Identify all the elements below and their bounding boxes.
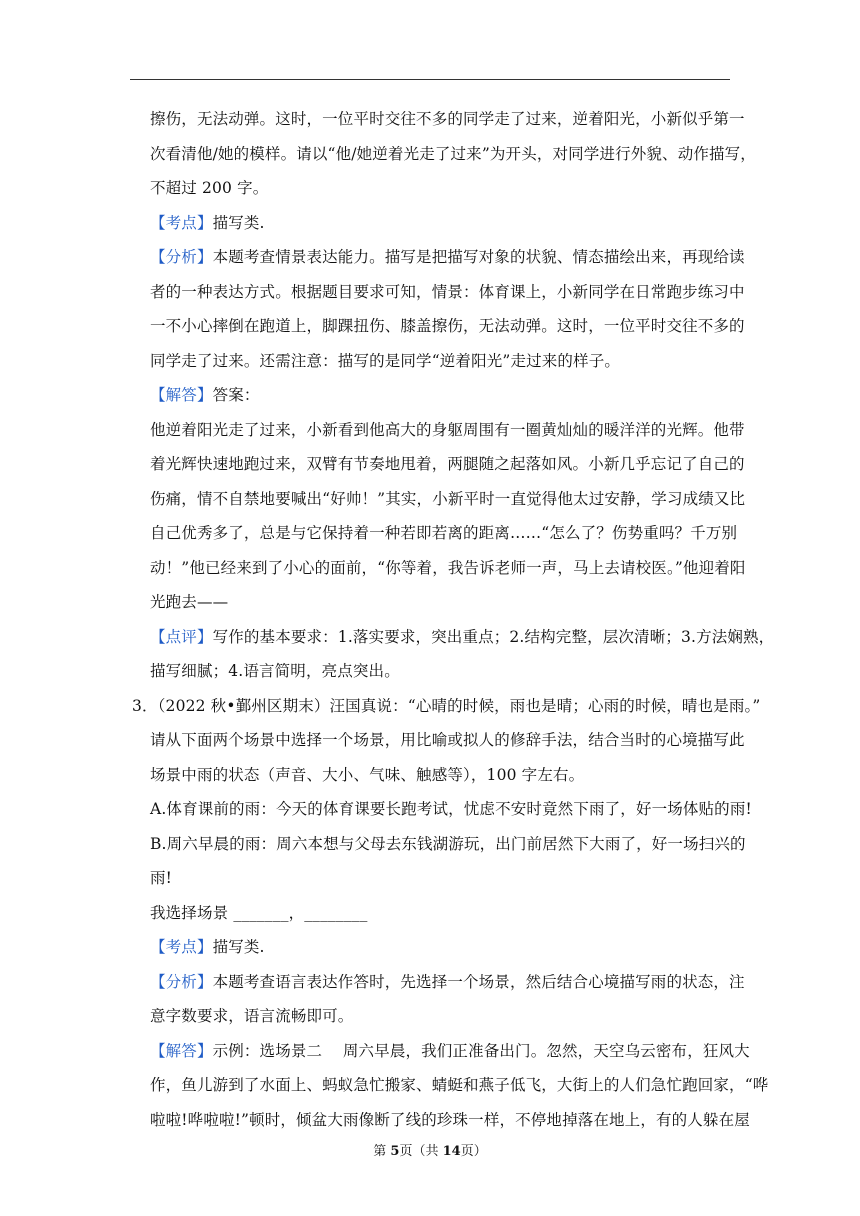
kaodian-line	[150, 206, 732, 241]
dianping-line: 描写细腻；4.语言简明，亮点突出。	[150, 662, 400, 680]
kaodian-line	[150, 930, 732, 965]
answer-line: 伤痛，情不自禁地要喊出“好帅！”其实，小新平时一直觉得他太过安静，学习成绩又比	[150, 489, 746, 508]
answer-line: 着光辉快速地跑过来，双臂有节奏地甩着，两腿随之起落如风。小新几乎忘记了自己的	[150, 455, 745, 473]
kaodian-text: 描写类.	[212, 938, 265, 956]
question-text-line: 擦伤，无法动弹。这时，一位平时交往不多的同学走了过来，逆着阳光，小新似乎第一	[150, 110, 745, 128]
kaodian-text: 描写类.	[212, 213, 265, 232]
answer-line: 他逆着阳光走了过来，小新看到他高大的身躯周围有一圈黄灿灿的暖洋洋的光辉。他带	[150, 420, 745, 439]
fenxi-tag: 【分析】	[150, 248, 213, 266]
option-b: B.周六早晨的雨：周六本想与父母去东钱湖游玩，出门前居然下大雨了，好一场扫兴的	[150, 834, 746, 853]
option-a: A.体育课前的雨：今天的体育课要长跑考试，忧虑不安时竟然下雨了，好一场体贴的雨!	[150, 800, 752, 818]
fenxi-line	[150, 240, 745, 275]
answer-line: 作，鱼儿游到了水面上、蚂蚁急忙搬家、蜻蜓和燕子低飞，大街上的人们急忙跑回家，“哗	[150, 1076, 769, 1094]
answer-line: 动！”他已经来到了小心的面前，“你等着，我告诉老师一声，马上去请校医。”他迎着阳	[150, 558, 746, 577]
jieda-tag: 【解答】	[150, 1041, 213, 1060]
kaodian-tag: 【考点】	[150, 213, 213, 232]
jieda-tag: 【解答】	[150, 386, 213, 404]
dianping-text: 写作的基本要求：1.落实要求，突出重点；2.结构完整，层次清晰；3.方法娴熟，	[212, 627, 775, 646]
fenxi-line: 者的一种表达方式。根据题目要求可知，情景：体育课上，小新同学在日常跑步练习中	[150, 282, 745, 301]
fenxi-tag: 【分析】	[150, 972, 213, 991]
dianping-tag: 【点评】	[150, 627, 213, 646]
fenxi-text: 本题考查语言表达作答时，先选择一个场景，然后结合心境描写雨的状态，注	[212, 972, 745, 991]
fenxi-line	[150, 965, 745, 1000]
answer-line: 自己优秀多了，总是与它保持着一种若即若离的距离……“怎么了？伤势重吗？千万别	[150, 524, 738, 542]
answer-line: 光跑去——	[150, 593, 229, 611]
header-rule	[130, 79, 730, 80]
choice-blank-line: 我选择场景 _______，________	[150, 903, 368, 922]
question-text-line: 次看清他/她的模样。请以“他/她逆着光走了过来”为开头，对同学进行外貌、动作描写，	[150, 144, 756, 163]
question-text-line: 不超过 200 字。	[150, 179, 269, 197]
fenxi-line: 一不小心摔倒在跑道上，脚踝扭伤、膝盖擦伤，无法动弹。这时，一位平时交往不多的	[150, 317, 745, 335]
jieda-text: 示例：选场景二 周六早晨，我们正准备出门。忽然，天空乌云密布，狂风大	[212, 1041, 750, 1060]
page-footer	[0, 1140, 860, 1159]
question-3-stem: 3．（2022 秋•鄞州区期末）汪国真说：“心晴的时候，雨也是晴；心雨的时候，晴也是雨。”	[132, 696, 761, 715]
option-b-continued: 雨!	[150, 869, 173, 887]
page-content	[132, 102, 775, 1137]
dianping-line	[150, 620, 775, 655]
kaodian-tag: 【考点】	[150, 938, 213, 956]
fenxi-line: 意字数要求，语言流畅即可。	[150, 1007, 354, 1025]
jieda-line	[150, 1034, 750, 1069]
question-text-line: 请从下面两个场景中选择一个场景，用比喻或拟人的修辞手法，结合当时的心境描写此	[150, 731, 745, 749]
jieda-line	[150, 378, 732, 413]
footer-page-number: 5	[390, 1144, 400, 1159]
footer-prefix: 第	[373, 1144, 391, 1159]
question-text-line: 场景中雨的状态（声音、大小、气味、触感等），100 字左右。	[150, 765, 585, 784]
jieda-text: 答案：	[212, 386, 260, 404]
answer-line: 啦啦!哗啦啦!”顿时，倾盆大雨像断了线的珍珠一样，不停地掉落在地上，有的人躲在屋	[150, 1110, 750, 1129]
fenxi-line: 同学走了过来。还需注意：描写的是同学“逆着阳光”走过来的样子。	[150, 351, 621, 370]
footer-total-pages: 14	[442, 1144, 461, 1159]
footer-mid: 页（共	[399, 1144, 443, 1159]
footer-suffix: 页）	[460, 1144, 487, 1159]
fenxi-text: 本题考查情景表达能力。描写是把描写对象的状貌、情态描绘出来，再现给读	[212, 248, 745, 266]
